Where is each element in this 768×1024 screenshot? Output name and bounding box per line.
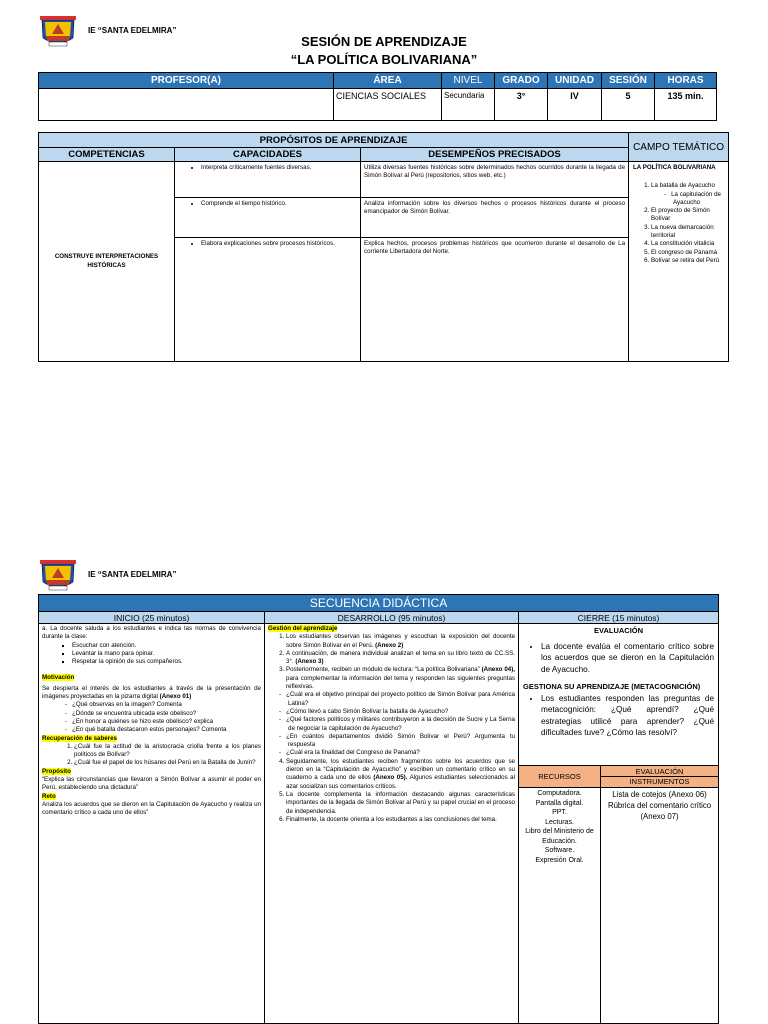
campo-item: 1. La batalla de Ayacucho - La capitulación de Ayacucho <box>651 182 724 207</box>
campo-title: LA POLÍTICA BOLIVARIANA <box>633 164 716 171</box>
value-grado: 3° <box>495 89 548 121</box>
campo-cell <box>629 162 729 362</box>
competencia-text: CONSTRUYE INTERPRETACIONES HISTÓRICAS <box>54 253 159 269</box>
gestion-label: Gestión del aprendizaje <box>268 625 338 632</box>
proposito-label: Propósito <box>42 767 71 775</box>
capacidad-cell <box>175 238 361 362</box>
col-capacidades: CAPACIDADES <box>175 148 361 162</box>
desarrollo-step: 4. Seguidamente, los estudiantes reciben fragmentos sobre los acuerdos que se dieron en la “Capitulación de Ayacucho” y escriben un comentario crítico en su cuaderno a cada uno de ellos (Anexo 05). Algunos estudiantes seleccionados al azar socializan sus comentarios críticos. <box>286 758 515 791</box>
recurso-item: Software. <box>544 847 575 854</box>
instrumentos-cell <box>601 788 719 1024</box>
value-sesion: 5 <box>602 89 655 121</box>
capacidad-item: • Elabora explicaciones sobre procesos históricos. <box>201 240 358 248</box>
instrumentos-subheader: INSTRUMENTOS <box>629 777 690 786</box>
motivacion-question: - ¿En qué batalla destacaron estos personajes? Comenta <box>74 726 261 734</box>
motivacion-question: - ¿En honor a quiénes se hizo este obelisco? explica <box>74 718 261 726</box>
secuencia-header: SECUENCIA DIDÁCTICA <box>39 595 719 612</box>
norma-item: ▪ Levantar la mano para opinar. <box>72 650 261 658</box>
motivacion-anexo: (Anexo 01) <box>159 693 192 701</box>
evaluacion-label: EVALUACIÓN <box>594 626 644 635</box>
recurso-item: Expresión Oral. <box>535 856 584 864</box>
motivacion-question: - ¿Dónde se encuentra ubicada este obelisco? <box>74 710 261 718</box>
recuperacion-question: 1. ¿Cuál fue la actitud de la aristocracia criolla frente a los planes políticos de Bolívar? <box>74 743 261 760</box>
proposito-text: “Explica las circunstancias que llevaron a Simón Bolívar a asumir el poder en Perú, estableciendo una dictadura” <box>42 776 261 792</box>
col-competencias: COMPETENCIAS <box>39 148 175 162</box>
inicio-header: INICIO (25 minutos) <box>39 612 265 624</box>
instrumento-item: Lista de cotejos (Anexo 06) <box>612 790 707 799</box>
header-profesor: PROFESOR(A) <box>39 73 334 89</box>
value-area: CIENCIAS SOCIALES <box>334 89 442 121</box>
campo-item: 2. El proyecto de Simón Bolívar <box>651 207 724 224</box>
desempeno-cell: Analiza información sobre los diversos hechos o procesos históricos durante el proceso emancipador de Simón Bolívar. <box>361 198 629 238</box>
evaluacion-text: • La docente evalúa el comentario crítico sobre los acuerdos que se dieron en la Capitulación de Ayacucho. <box>541 641 714 676</box>
recurso-item: PPT. <box>552 809 567 816</box>
norma-item: ▪ Respetar la opinión de sus compañeros. <box>72 658 261 666</box>
competencia-cell <box>39 162 175 362</box>
header-area: ÁREA <box>334 73 442 89</box>
reflexive-question: - ¿Cómo llevó a cabo Simón Bolívar la batalla de Ayacucho? <box>288 708 515 716</box>
value-nivel: Secundaria <box>442 89 495 121</box>
header-unidad: UNIDAD <box>548 73 602 89</box>
page-2 <box>0 556 768 1024</box>
recurso-item: Computadora. <box>537 790 582 797</box>
reflexive-question: - ¿Qué factores políticos y militares contribuyeron a la decisión de Sucre y La Serna de negociar la capitulación de Ayacucho? <box>288 716 515 733</box>
capacidad-cell <box>175 198 361 238</box>
desarrollo-cell <box>265 624 519 1024</box>
col-desempenos: DESEMPEÑOS PRECISADOS <box>361 148 629 162</box>
info-table <box>38 72 717 121</box>
header-grado: GRADO <box>495 73 548 89</box>
motivacion-text: Se despierta el interés de los estudiantes a través de la presentación de imágenes proyectadas en la pizarra digital <box>42 684 261 701</box>
inicio-intro: a. La docente saluda a los estudiantes e indica las normas de convivencia durante la clase: <box>42 625 261 641</box>
capacidad-cell <box>175 162 361 198</box>
desarrollo-step: 6. Finalmente, la docente orienta a los estudiantes a las conclusiones del tema. <box>286 816 515 824</box>
motivacion-question: - ¿Qué observas en la imagen? Comenta <box>74 701 261 709</box>
inicio-cell <box>39 624 265 1024</box>
cierre-cell <box>519 624 719 766</box>
secuencia-table <box>38 594 719 1024</box>
norma-item: ▪ Escuchar con atención. <box>72 642 261 650</box>
campo-item: 5. El congreso de Panamá <box>651 249 724 257</box>
school-crest-icon <box>40 558 76 592</box>
header-sesion: SESIÓN <box>602 73 655 89</box>
reflexive-question: - ¿Cuál era el objetivo principal del proyecto político de Simón Bolívar para América Latina? <box>288 691 515 708</box>
reto-text: Analiza los acuerdos que se dieron en la Capitulación de Ayacucho y realiza un comentario crítico a cada uno de ellos” <box>42 800 261 817</box>
recuperacion-question: 2. ¿Cuál fue el papel de los húsares del Perú en la Batalla de Junín? <box>74 759 261 767</box>
reflexive-question: - ¿En cuántos departamentos dividió Simón Bolívar el Perú? Argumenta tu respuesta <box>288 733 515 750</box>
desarrollo-header: DESARROLLO (95 minutos) <box>265 612 519 624</box>
purposes-table <box>38 132 729 362</box>
campo-header: CAMPO TEMÁTICO <box>629 133 729 162</box>
campo-item: 6. Bolívar se retira del Perú <box>651 257 724 265</box>
purposes-header: PROPÓSITOS DE APRENDIZAJE <box>39 133 629 148</box>
gestiona-text: • Los estudiantes responden las preguntas de metacognición: ¿Qué aprendí? ¿Qué estrategias utilicé para aprender? ¿Qué dificultades tuve? ¿Cómo las resolví? <box>541 693 714 739</box>
desarrollo-step: 1. Los estudiantes observan las imágenes y escuchan la exposición del docente sobre Simón Bolívar en el Perú. (Anexo 2) <box>286 633 515 650</box>
recurso-item: Lecturas. <box>545 818 574 826</box>
page-1 <box>0 0 768 370</box>
value-profesor <box>39 89 334 121</box>
capacidad-item: • Comprende el tiempo histórico. <box>201 200 358 208</box>
instrumento-item: Rúbrica del comentario crítico (Anexo 07) <box>607 801 712 821</box>
evaluacion-subheader: EVALUACIÓN <box>601 766 718 777</box>
recurso-item: Libro del Ministerio de Educación. <box>525 828 594 845</box>
header-horas: HORAS <box>655 73 717 89</box>
motivacion-label: Motivación <box>42 674 75 682</box>
reto-label: Reto <box>42 792 56 800</box>
school-name: IE “SANTA EDELMIRA” <box>88 570 177 579</box>
campo-item: 3. La nueva demarcación territorial <box>651 224 724 241</box>
header-nivel: NIVEL <box>442 73 495 89</box>
session-title: SESIÓN DE APRENDIZAJE <box>301 34 467 49</box>
eval-instr-header <box>601 766 719 788</box>
capacidad-item: • Interpreta críticamente fuentes diversas. <box>201 164 358 172</box>
reflexive-question: - ¿Cuál era la finalidad del Congreso de Panamá? <box>288 749 515 757</box>
campo-item: 4. La constitución vitalicia <box>651 240 724 248</box>
desarrollo-step: 2. A continuación, de manera individual analizan el tema en su libro texto de CC.SS. 3°. (Anexo 3) <box>286 650 515 667</box>
session-subtitle: “LA POLÍTICA BOLIVARIANA” <box>290 52 478 67</box>
gestiona-label: GESTIONA SU APRENDIZAJE (METACOGNICIÓN) <box>523 682 701 691</box>
school-name: IE “SANTA EDELMIRA” <box>88 26 177 35</box>
value-horas: 135 min. <box>655 89 717 121</box>
campo-subitem: - La capitulación de Ayacucho <box>673 191 724 208</box>
recursos-cell <box>519 788 601 1024</box>
value-unidad: IV <box>548 89 602 121</box>
recuperacion-label: Recuperación de saberes <box>42 734 117 742</box>
recurso-item: Pantalla digital. <box>535 799 584 807</box>
desempeno-cell: Explica hechos, procesos problemas históricos que ocurrieron durante el desarrollo de La corriente Libertadora del Norte. <box>361 238 629 362</box>
desarrollo-step: 3. Posteriormente, reciben un módulo de lectura: “La política Bolivariana” (Anexo 04), para complementar la información del tema y responden las siguientes preguntas reflexivas. - ¿Cuál era el objetivo principal del proyecto político de Simón Bolívar para América Latina? - ¿Cómo llevó a cabo Simón Bolívar la batalla de Ayacucho? - ¿Qué factores políticos y militares contribuyeron a la decisión de Sucre y La Serna de negociar la capitulación de Ayacucho? - ¿En cuántos departamentos dividió Simón Bolívar el Perú? Argumenta tu respuesta - ¿Cuál era la finalidad del Congreso de Panamá? <box>286 666 515 757</box>
desarrollo-step: 5. La docente complementa la información destacando algunas características importantes de la llegada de Simón Bolívar al Perú y su papel crucial en el proceso de independencia. <box>286 791 515 816</box>
cierre-header: CIERRE (15 minutos) <box>519 612 719 624</box>
desempeno-cell: Utiliza diversas fuentes históricas sobre determinados hechos ocurridos durante la llegada de Simón Bolívar al Perú (repositorios, sitios web, etc.) <box>361 162 629 198</box>
recursos-header: RECURSOS <box>519 766 601 788</box>
